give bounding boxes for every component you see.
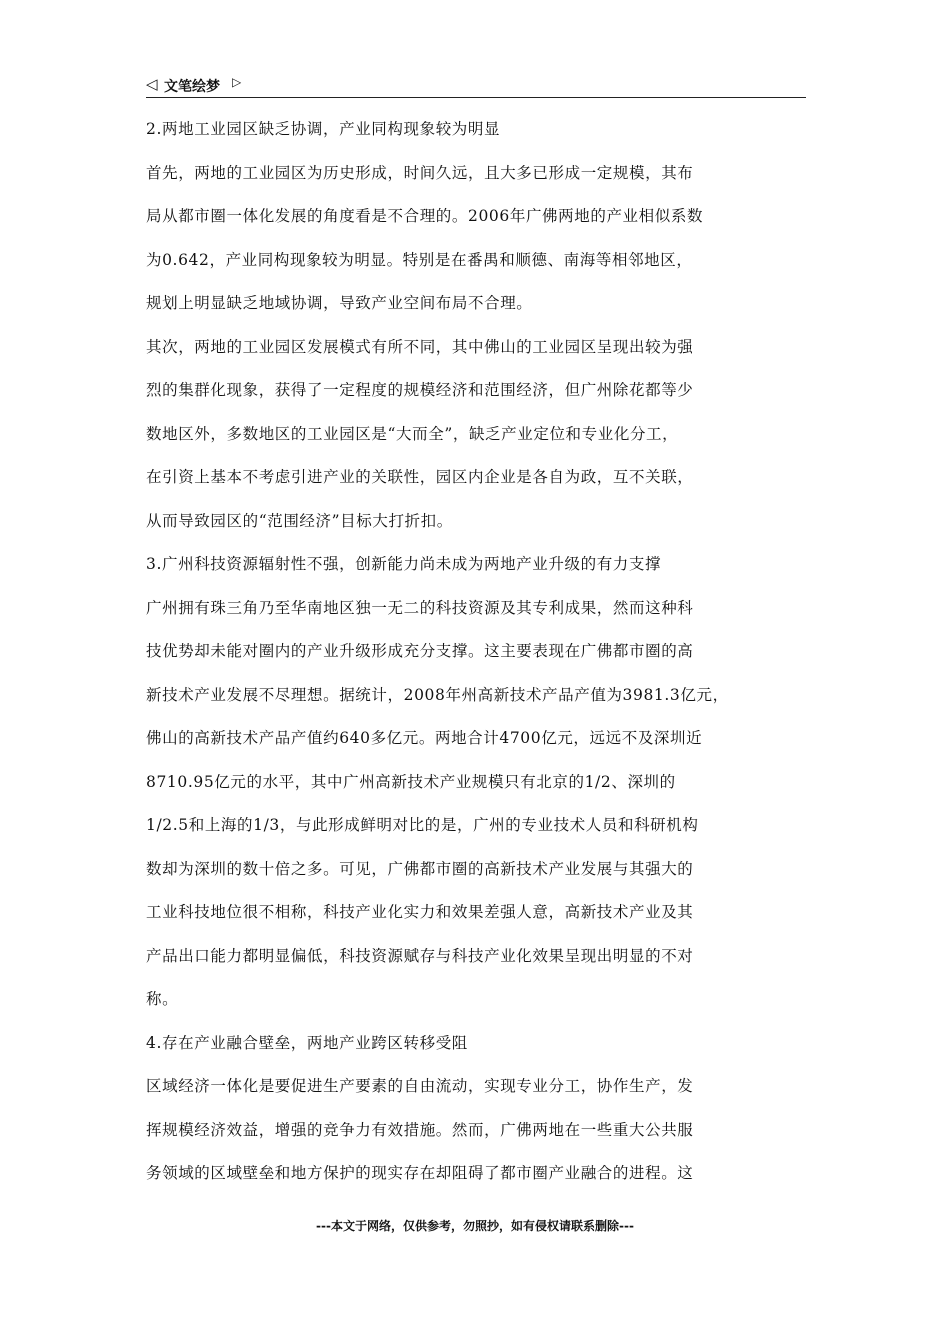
paragraph-line: 数地区外，多数地区的工业园区是“大而全”，缺乏产业定位和专业化分工， — [146, 425, 679, 443]
paragraph-line: 区域经济一体化是要促进生产要素的自由流动，实现专业分工，协作生产，发 — [146, 1077, 694, 1095]
page-header — [146, 74, 806, 98]
paragraph-line: 规划上明显缺乏地域协调，导致产业空间布局不合理。 — [146, 294, 533, 312]
paragraph-line: 在引资上基本不考虑引进产业的关联性，园区内企业是各自为政，互不关联， — [146, 468, 694, 486]
page-footer-disclaimer: ---本文于网络，仅供参考，勿照抄，如有侵权请联系删除--- — [316, 1219, 634, 1233]
paragraph-line: 挥规模经济效益，增强的竞争力有效措施。然而，广佛两地在一些重大公共服 — [146, 1121, 694, 1139]
paragraph-line: 广州拥有珠三角乃至华南地区独一无二的科技资源及其专利成果，然而这种科 — [146, 599, 694, 617]
paragraph-line: 其次，两地的工业园区发展模式有所不同，其中佛山的工业园区呈现出较为强 — [146, 338, 694, 356]
paragraph-line: 产品出口能力都明显偏低，科技资源赋存与科技产业化效果呈现出明显的不对 — [146, 947, 694, 965]
section-heading-3: 3.广州科技资源辐射性不强，创新能力尚未成为两地产业升级的有力支撑 — [146, 555, 662, 573]
paragraph-line: 8710.95亿元的水平，其中广州高新技术产业规模只有北京的1/2、深圳的 — [146, 773, 676, 791]
paragraph-line: 新技术产业发展不尽理想。据统计，2008年州高新技术产品产值为3981.3亿元， — [146, 686, 729, 704]
paragraph-line: 为0.642，产业同构现象较为明显。特别是在番禺和顺德、南海等相邻地区， — [146, 251, 693, 269]
paragraph-line: 技优势却未能对圈内的产业升级形成充分支撑。这主要表现在广佛都市圈的高 — [146, 642, 694, 660]
paragraph-line: 从而导致园区的“范围经济”目标大打折扣。 — [146, 512, 453, 530]
paragraph-line: 局从都市圈一体化发展的角度看是不合理的。2006年广佛两地的产业相似系数 — [146, 207, 704, 225]
paragraph-line: 1/2.5和上海的1/3，与此形成鲜明对比的是，广州的专业技术人员和科研机构 — [146, 816, 699, 834]
paragraph-line: 烈的集群化现象，获得了一定程度的规模经济和范围经济，但广州除花都等少 — [146, 381, 694, 399]
paragraph-line: 佛山的高新技术产品产值约640多亿元。两地合计4700亿元，远远不及深圳近 — [146, 729, 703, 747]
section-heading-2: 2.两地工业园区缺乏协调，产业同构现象较为明显 — [146, 120, 501, 138]
section-heading-4: 4.存在产业融合壁垒，两地产业跨区转移受阻 — [146, 1034, 468, 1052]
paragraph-line: 数却为深圳的数十倍之多。可见，广佛都市圈的高新技术产业发展与其强大的 — [146, 860, 694, 878]
brand-title: 文笔绘梦 — [164, 79, 220, 95]
paragraph-line: 务领域的区域壁垒和地方保护的现实存在却阻碍了都市圈产业融合的进程。这 — [146, 1164, 694, 1182]
left-triangle-icon: ◁ — [146, 75, 158, 93]
paragraph-line: 工业科技地位很不相称，科技产业化实力和效果差强人意，高新技术产业及其 — [146, 903, 694, 921]
paragraph-line: 称。 — [146, 990, 179, 1008]
paragraph-line: 首先，两地的工业园区为历史形成，时间久远，且大多已形成一定规模，其布 — [146, 164, 694, 182]
right-triangle-icon: ▷ — [232, 75, 242, 89]
